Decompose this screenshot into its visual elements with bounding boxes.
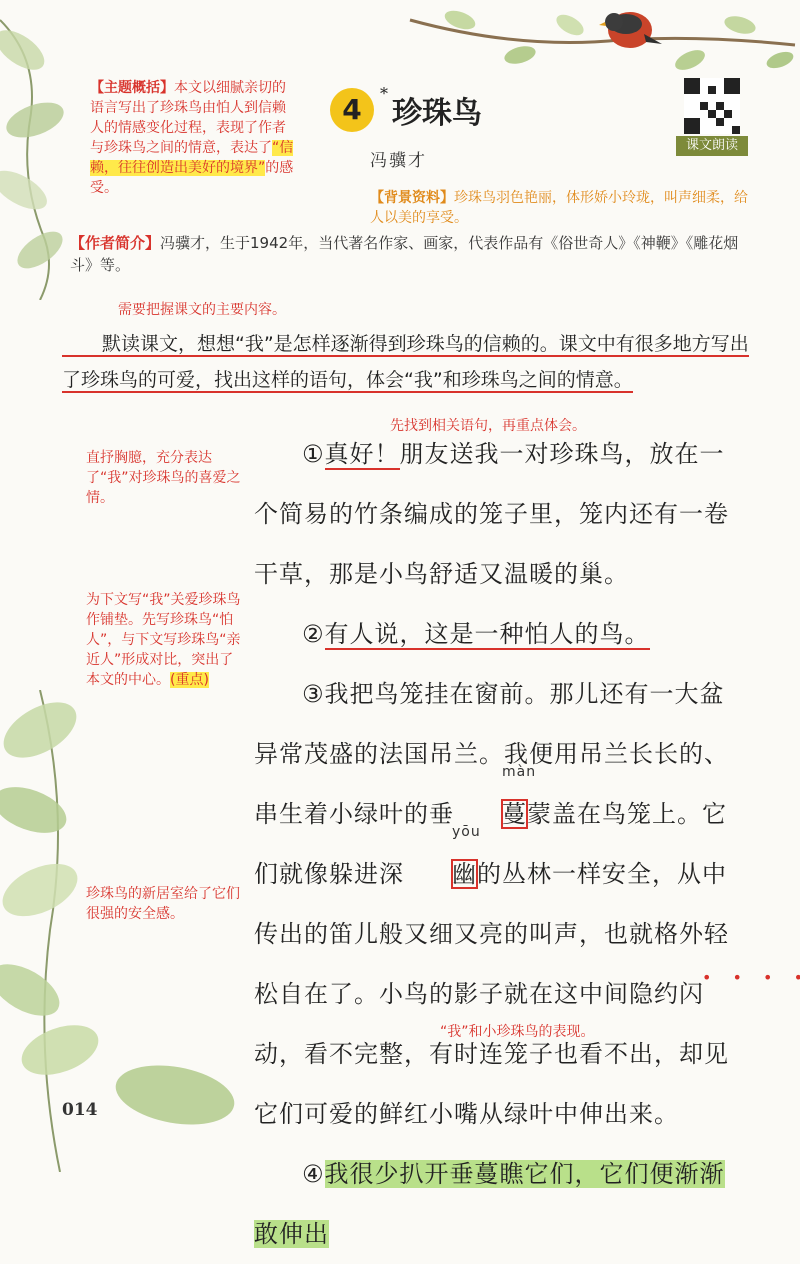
guide-intro-2: 课文中有很多地方写出了珍珠鸟的可爱，找出这样的语句，体会“我”和珍珠鸟之间的情意。	[62, 333, 749, 391]
theme-quote: “信赖，往往创造出美好的境界”	[90, 140, 294, 176]
theme-tag: 【主题概括】	[90, 80, 174, 96]
side-note-1: 直抒胸臆，充分表达了“我”对珍珠鸟的喜爱之情。	[86, 450, 241, 506]
lesson-star: *	[380, 84, 388, 103]
paragraph-4-number: ④	[302, 1160, 325, 1188]
paragraph-2-text: 有人说，这是一种怕人的鸟。	[324, 620, 650, 648]
lesson-number: 4	[342, 93, 362, 126]
side-note-2	[86, 590, 246, 690]
author-intro	[70, 232, 750, 276]
side-note-2-text: 为下文写“我”关爱珍珠鸟作铺垫。先写珍珠鸟“怕人”，与下文写珍珠鸟“亲近人”形成对比，突出了本文的中心。	[86, 592, 241, 688]
leaf-decoration-bottom-left	[0, 690, 260, 1172]
paragraph-3-text-a: 我把鸟笼挂在窗前。那儿还有一大盆异常茂盛的法国吊兰。我便用吊兰长长的、串生着小绿叶的垂	[254, 680, 729, 828]
paragraph-2-number: ②	[302, 620, 325, 648]
paragraph-4	[254, 1144, 746, 1264]
background-info	[370, 188, 750, 228]
guide-hint: 先找到相关语句，再重点体会。	[390, 418, 586, 434]
paragraph-3-text-c: 的丛林一样安全，从中传出的笛儿般又细又亮的叫声，也就	[254, 860, 727, 948]
leaf-decoration-top-left	[0, 0, 70, 300]
background-tag: 【背景资料】	[370, 190, 454, 206]
author-intro-tag: 【作者简介】	[70, 234, 161, 252]
lesson-number-badge	[330, 88, 374, 132]
paragraph-1	[254, 424, 746, 604]
guide-note: 需要把握课文的主要内容。	[118, 302, 286, 318]
side-note-2-key: (重点)	[170, 672, 209, 688]
side-note-3: 珍珠鸟的新居室给了它们很强的安全感。	[86, 886, 240, 922]
char-man: 蔓	[502, 800, 527, 828]
page-number: 014	[62, 1100, 98, 1120]
main-text	[254, 424, 746, 1264]
background-text: 珍珠鸟羽色艳丽，体形娇小玲珑，叫声细柔，给人以美的享受。	[370, 190, 748, 226]
paragraph-3-number: ③	[302, 680, 325, 708]
theme-summary	[90, 78, 295, 198]
paragraph-1-number: ①	[302, 440, 325, 468]
paragraph-1-emphasis: 真好！	[324, 440, 400, 468]
paragraph-2	[254, 604, 746, 664]
qr-code-icon[interactable]	[684, 78, 740, 134]
author-name: 冯骥才	[370, 151, 427, 171]
pinyin-man: màn	[502, 764, 537, 780]
theme-text-after: 的感受。	[90, 160, 294, 196]
bird-icon	[596, 0, 666, 62]
paragraph-4-text: 我很少扒开垂蔓瞧它们，它们便渐渐敢伸出	[254, 1160, 725, 1248]
paragraph-1-text: 朋友送我一对珍珠鸟，放在一个简易的竹条编成的笼子里，笼内还有一卷干草，那是小鸟舒适又温暖的巢。	[254, 440, 729, 588]
paragraph-3-text-b: 蒙盖在鸟笼上。它们就像躲进深	[254, 800, 727, 888]
char-you: 幽	[452, 860, 477, 888]
author-intro-text: 冯骥才，生于1942年，当代著名作家、画家，代表作品有《俗世奇人》《神鞭》《雕花烟斗》等。	[70, 234, 739, 274]
word-you	[404, 824, 481, 904]
paragraph-3-dotted: 格外轻松自在 • • •	[254, 920, 729, 1008]
guide-intro-1: 默读课文，想想“我”是怎样逐渐得到珍珠鸟的信赖的。	[62, 333, 559, 357]
guide-text	[62, 326, 752, 398]
lesson-title: 珍珠鸟	[392, 96, 482, 131]
paragraph-3-text-d: 了。小鸟的影子就在这中间隐约闪动，看不完整，有时连笼子也看不出，却见它们可爱的鲜红小嘴从绿叶中伸出来。	[254, 980, 729, 1128]
paragraph-3	[254, 664, 746, 1144]
theme-text: 本文以细腻亲切的语言写出了珍珠鸟由怕人到信赖人的情感变化过程，表现了作者与珍珠鸟之间的情意，表达了	[90, 80, 286, 156]
pinyin-you: yōu	[452, 824, 481, 840]
qr-label[interactable]: 课文朗读	[676, 136, 748, 156]
side-note-4: “我”和小珍珠鸟的表现。	[440, 1024, 595, 1040]
